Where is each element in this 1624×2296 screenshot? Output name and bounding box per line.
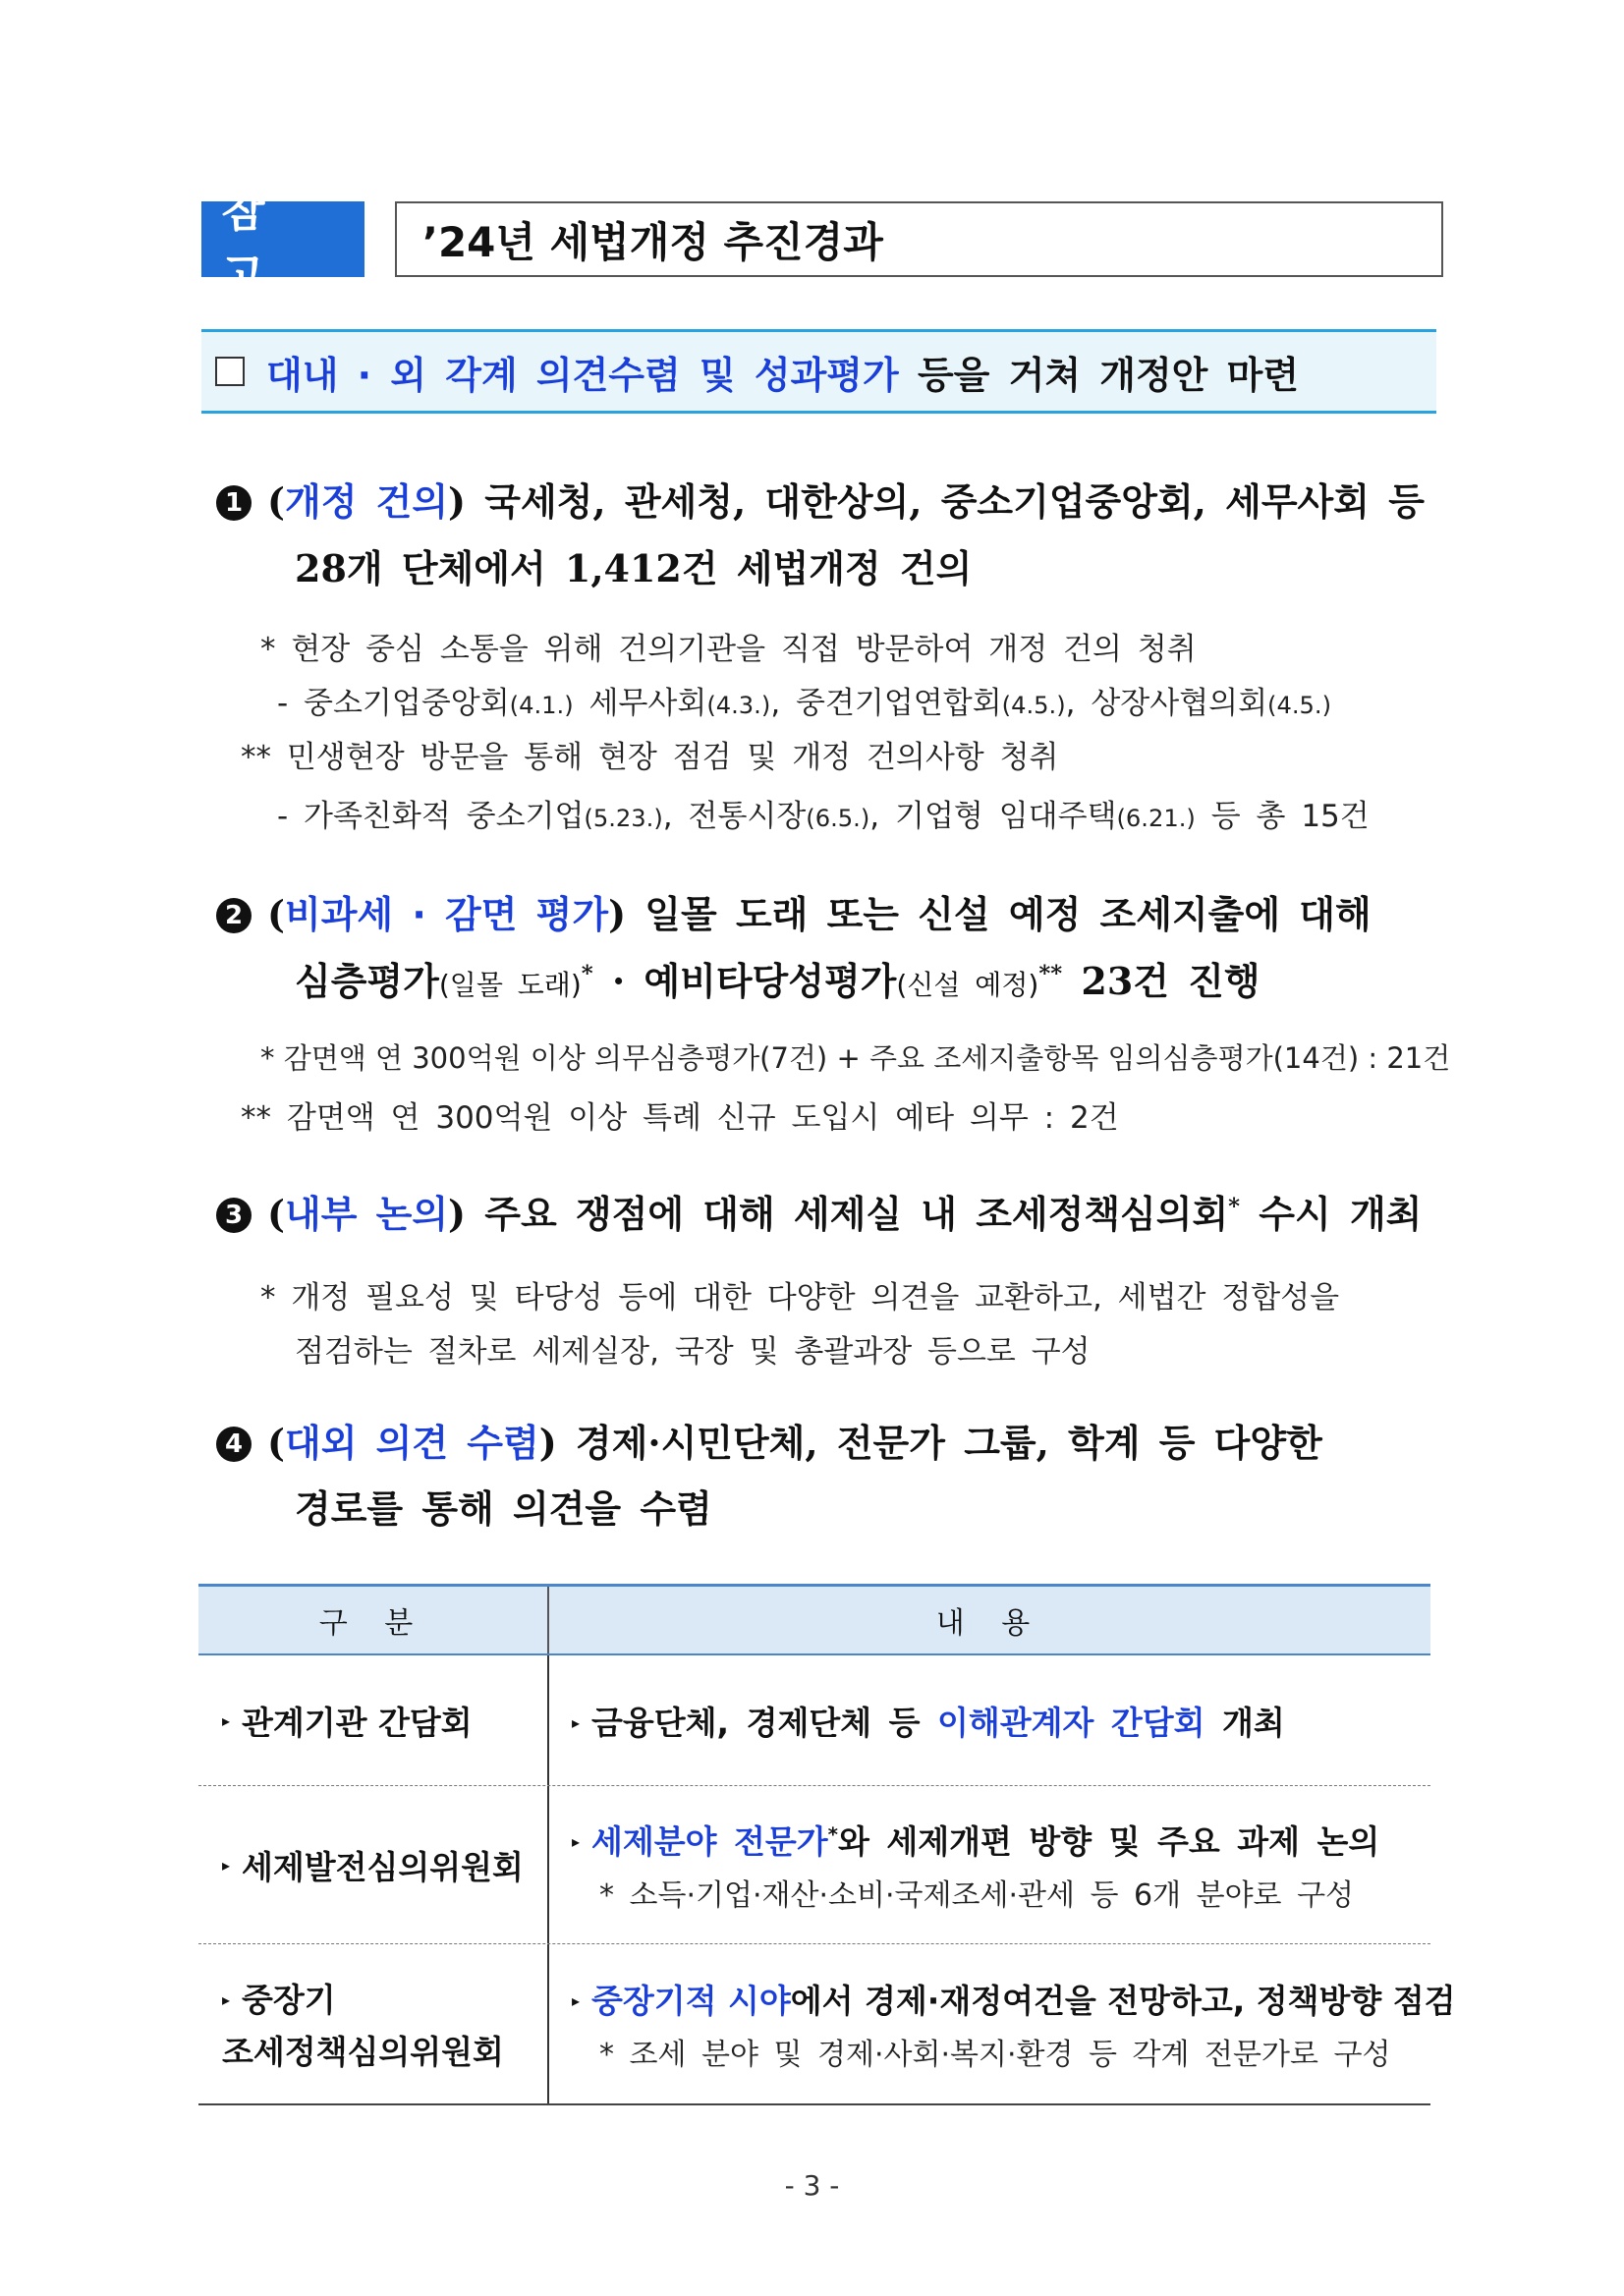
item-2-text-c: · 예비타당성평가 (592, 959, 897, 1003)
summary-text: 등을 거쳐 개정안 마련 (898, 353, 1300, 397)
row-text-post: 와 세제개편 방향 및 주요 과제 논의 (838, 1821, 1380, 1861)
triangle-bullet-icon: ▸ (572, 1990, 581, 2010)
summary-box (201, 329, 1436, 414)
item-3-note-2: 점검하는 절차로 세제실장, 국장 및 총괄과장 등으로 구성 (295, 1334, 1091, 1370)
table-row (198, 1655, 1430, 1786)
note-date: (6.5.) (806, 805, 870, 832)
row-text-highlight: 중장기적 시야 (591, 1981, 791, 2020)
item-2-line-1: 2 (비과세 · 감면 평가) 일몰 도래 또는 신설 예정 조세지출에 대해 (216, 884, 1372, 938)
item-4-line-2: 경로를 통해 의견을 수렴 (295, 1486, 712, 1531)
note-date: (4.3.) (706, 692, 771, 719)
item-2-text: 일몰 도래 또는 신설 예정 조세지출에 대해 (626, 892, 1372, 936)
double-asterisk-mark: ** (1038, 961, 1063, 987)
item-2-paren-a: (일몰 도래) (438, 969, 582, 1001)
row-sub-note: * 소득·기업·재산·소비·국제조세·관세 등 6개 분야로 구성 (599, 1877, 1355, 1913)
item-3-label: 내부 논의 (284, 1193, 449, 1236)
item-1-note-2 (277, 678, 1331, 722)
item-3-text: 주요 쟁점에 대해 세제실 내 조세정책심의회 (466, 1192, 1229, 1236)
item-2-paren-d: (신설 예정) (896, 969, 1039, 1001)
table-header (198, 1584, 1430, 1655)
item-3-line-1: 3 (내부 논의) 주요 쟁점에 대해 세제실 내 조세정책심의회* 수시 개최 (216, 1184, 1422, 1238)
item-2-text-a: 심층평가 (295, 959, 439, 1003)
triangle-bullet-icon: ▸ (222, 1855, 231, 1875)
item-2-line-2 (295, 951, 1260, 1005)
channels-table (198, 1584, 1456, 2105)
table-header-category: 구 분 (318, 1606, 427, 1641)
number-3-icon: 3 (216, 1198, 252, 1233)
item-2-note-1: * 감면액 연 300억원 이상 의무심층평가(7건) + 주요 조세지출항목 임의심층평가(14건) : 21건 (260, 1041, 1451, 1075)
note-text: 세무사회 (573, 686, 707, 721)
page-title (395, 201, 1443, 277)
row-text-highlight: 세제분야 전문가 (591, 1821, 828, 1861)
asterisk-mark: * (581, 961, 593, 987)
row-label-text: 세제발전심의위원회 (242, 1847, 524, 1886)
item-1-line-1: 1 (개정 건의) 국세청, 관세청, 대한상의, 중소기업중앙회, 세무사회 등 (216, 472, 1425, 526)
item-1-note-3: ** 민생현장 방문을 통해 현장 점검 및 개정 건의사항 청취 (241, 740, 1059, 775)
item-1-note-1: * 현장 중심 소통을 위해 건의기관을 직접 방문하여 개정 건의 청취 (260, 632, 1197, 667)
note-text: - 중소기업중앙회 (277, 686, 510, 721)
item-4-line-1: 4 (대외 의견 수렴) 경제·시민단체, 전문가 그룹, 학계 등 다양한 (216, 1413, 1322, 1467)
note-date: (5.23.) (584, 805, 663, 832)
item-1-line-2: 28개 단체에서 1,412건 세법개정 건의 (295, 546, 973, 590)
item-3-note-1: * 개정 필요성 및 타당성 등에 대한 다양한 의견을 교환하고, 세법간 정합성을 (260, 1280, 1340, 1316)
number-2-icon: 2 (216, 898, 252, 933)
column-divider (547, 1944, 549, 2103)
triangle-bullet-icon: ▸ (572, 1831, 581, 1851)
row-text-post: 개최 (1204, 1703, 1285, 1742)
column-divider (547, 1786, 549, 1943)
note-text: 등 총 15건 (1195, 799, 1370, 834)
table-row (198, 1944, 1456, 2105)
item-1-note-4 (277, 791, 1370, 835)
reference-badge: 참 고 (201, 201, 364, 277)
asterisk-mark: * (827, 1822, 839, 1846)
row-text-post: 에서 경제·재정여건을 전망하고, 정책방향 점검 (790, 1981, 1456, 2020)
item-2-label: 비과세 · 감면 평가 (284, 893, 609, 936)
row-main-text (572, 1976, 1456, 2022)
item-4-text: 경제·시민단체, 전문가 그룹, 학계 등 다양한 (556, 1421, 1322, 1465)
item-1-text: 국세청, 관세청, 대한상의, 중소기업중앙회, 세무사회 등 (466, 479, 1425, 524)
page-title-text: ’24년 세법개정 추진경과 (422, 217, 883, 266)
item-2-note-2: ** 감면액 연 300억원 이상 특례 신규 도입시 예타 의무 : 2건 (241, 1100, 1119, 1136)
row-sub-note: * 조세 분야 및 경제·사회·복지·환경 등 각계 전문가로 구성 (599, 2037, 1391, 2072)
row-content (572, 1786, 1421, 1943)
note-text: , 상장사협의회 (1065, 686, 1268, 721)
row-label (222, 1944, 536, 2103)
note-text: , 중견기업연합회 (770, 686, 1002, 721)
item-2-text-e: 23건 진행 (1062, 959, 1260, 1003)
number-1-icon: 1 (216, 485, 252, 521)
row-label-text: 조세정책심의위원회 (222, 2033, 504, 2071)
row-main-text (572, 1698, 1421, 1744)
item-3-text-b: 수시 개최 (1240, 1192, 1423, 1236)
note-date: (4.5.) (1001, 692, 1066, 719)
triangle-bullet-icon: ▸ (222, 1990, 231, 2009)
row-text-highlight: 이해관계자 간담회 (936, 1703, 1205, 1742)
note-date: (4.1.) (509, 692, 574, 719)
note-text: , 전통시장 (662, 799, 807, 834)
row-label (222, 1655, 536, 1785)
row-content (572, 1655, 1421, 1785)
item-4-label: 대외 의견 수렴 (284, 1422, 539, 1465)
row-content (572, 1944, 1456, 2103)
note-date: (4.5.) (1267, 692, 1332, 719)
triangle-bullet-icon: ▸ (572, 1712, 581, 1732)
note-text: , 기업형 임대주택 (869, 799, 1117, 834)
note-date: (6.21.) (1116, 805, 1196, 832)
column-divider (547, 1655, 549, 1785)
item-1-label: 개정 건의 (284, 480, 449, 524)
row-main-text (572, 1817, 1421, 1863)
asterisk-mark: * (1228, 1194, 1241, 1220)
row-label (222, 1786, 536, 1943)
row-label-text: 관계기관 간담회 (242, 1703, 473, 1742)
number-4-icon: 4 (216, 1427, 252, 1462)
table-header-content: 내 용 (935, 1606, 1044, 1641)
triangle-bullet-icon: ▸ (222, 1710, 231, 1730)
row-text-pre: 금융단체, 경제단체 등 (591, 1703, 937, 1742)
row-label-text: 중장기 (242, 1981, 336, 2019)
checkbox-square-icon (215, 357, 245, 386)
note-text: - 가족친화적 중소기업 (277, 799, 585, 834)
page-number: - 3 - (784, 2169, 840, 2202)
table-row (198, 1786, 1430, 1944)
summary-highlight: 대내 · 외 각계 의견수렴 및 성과평가 (266, 353, 899, 397)
